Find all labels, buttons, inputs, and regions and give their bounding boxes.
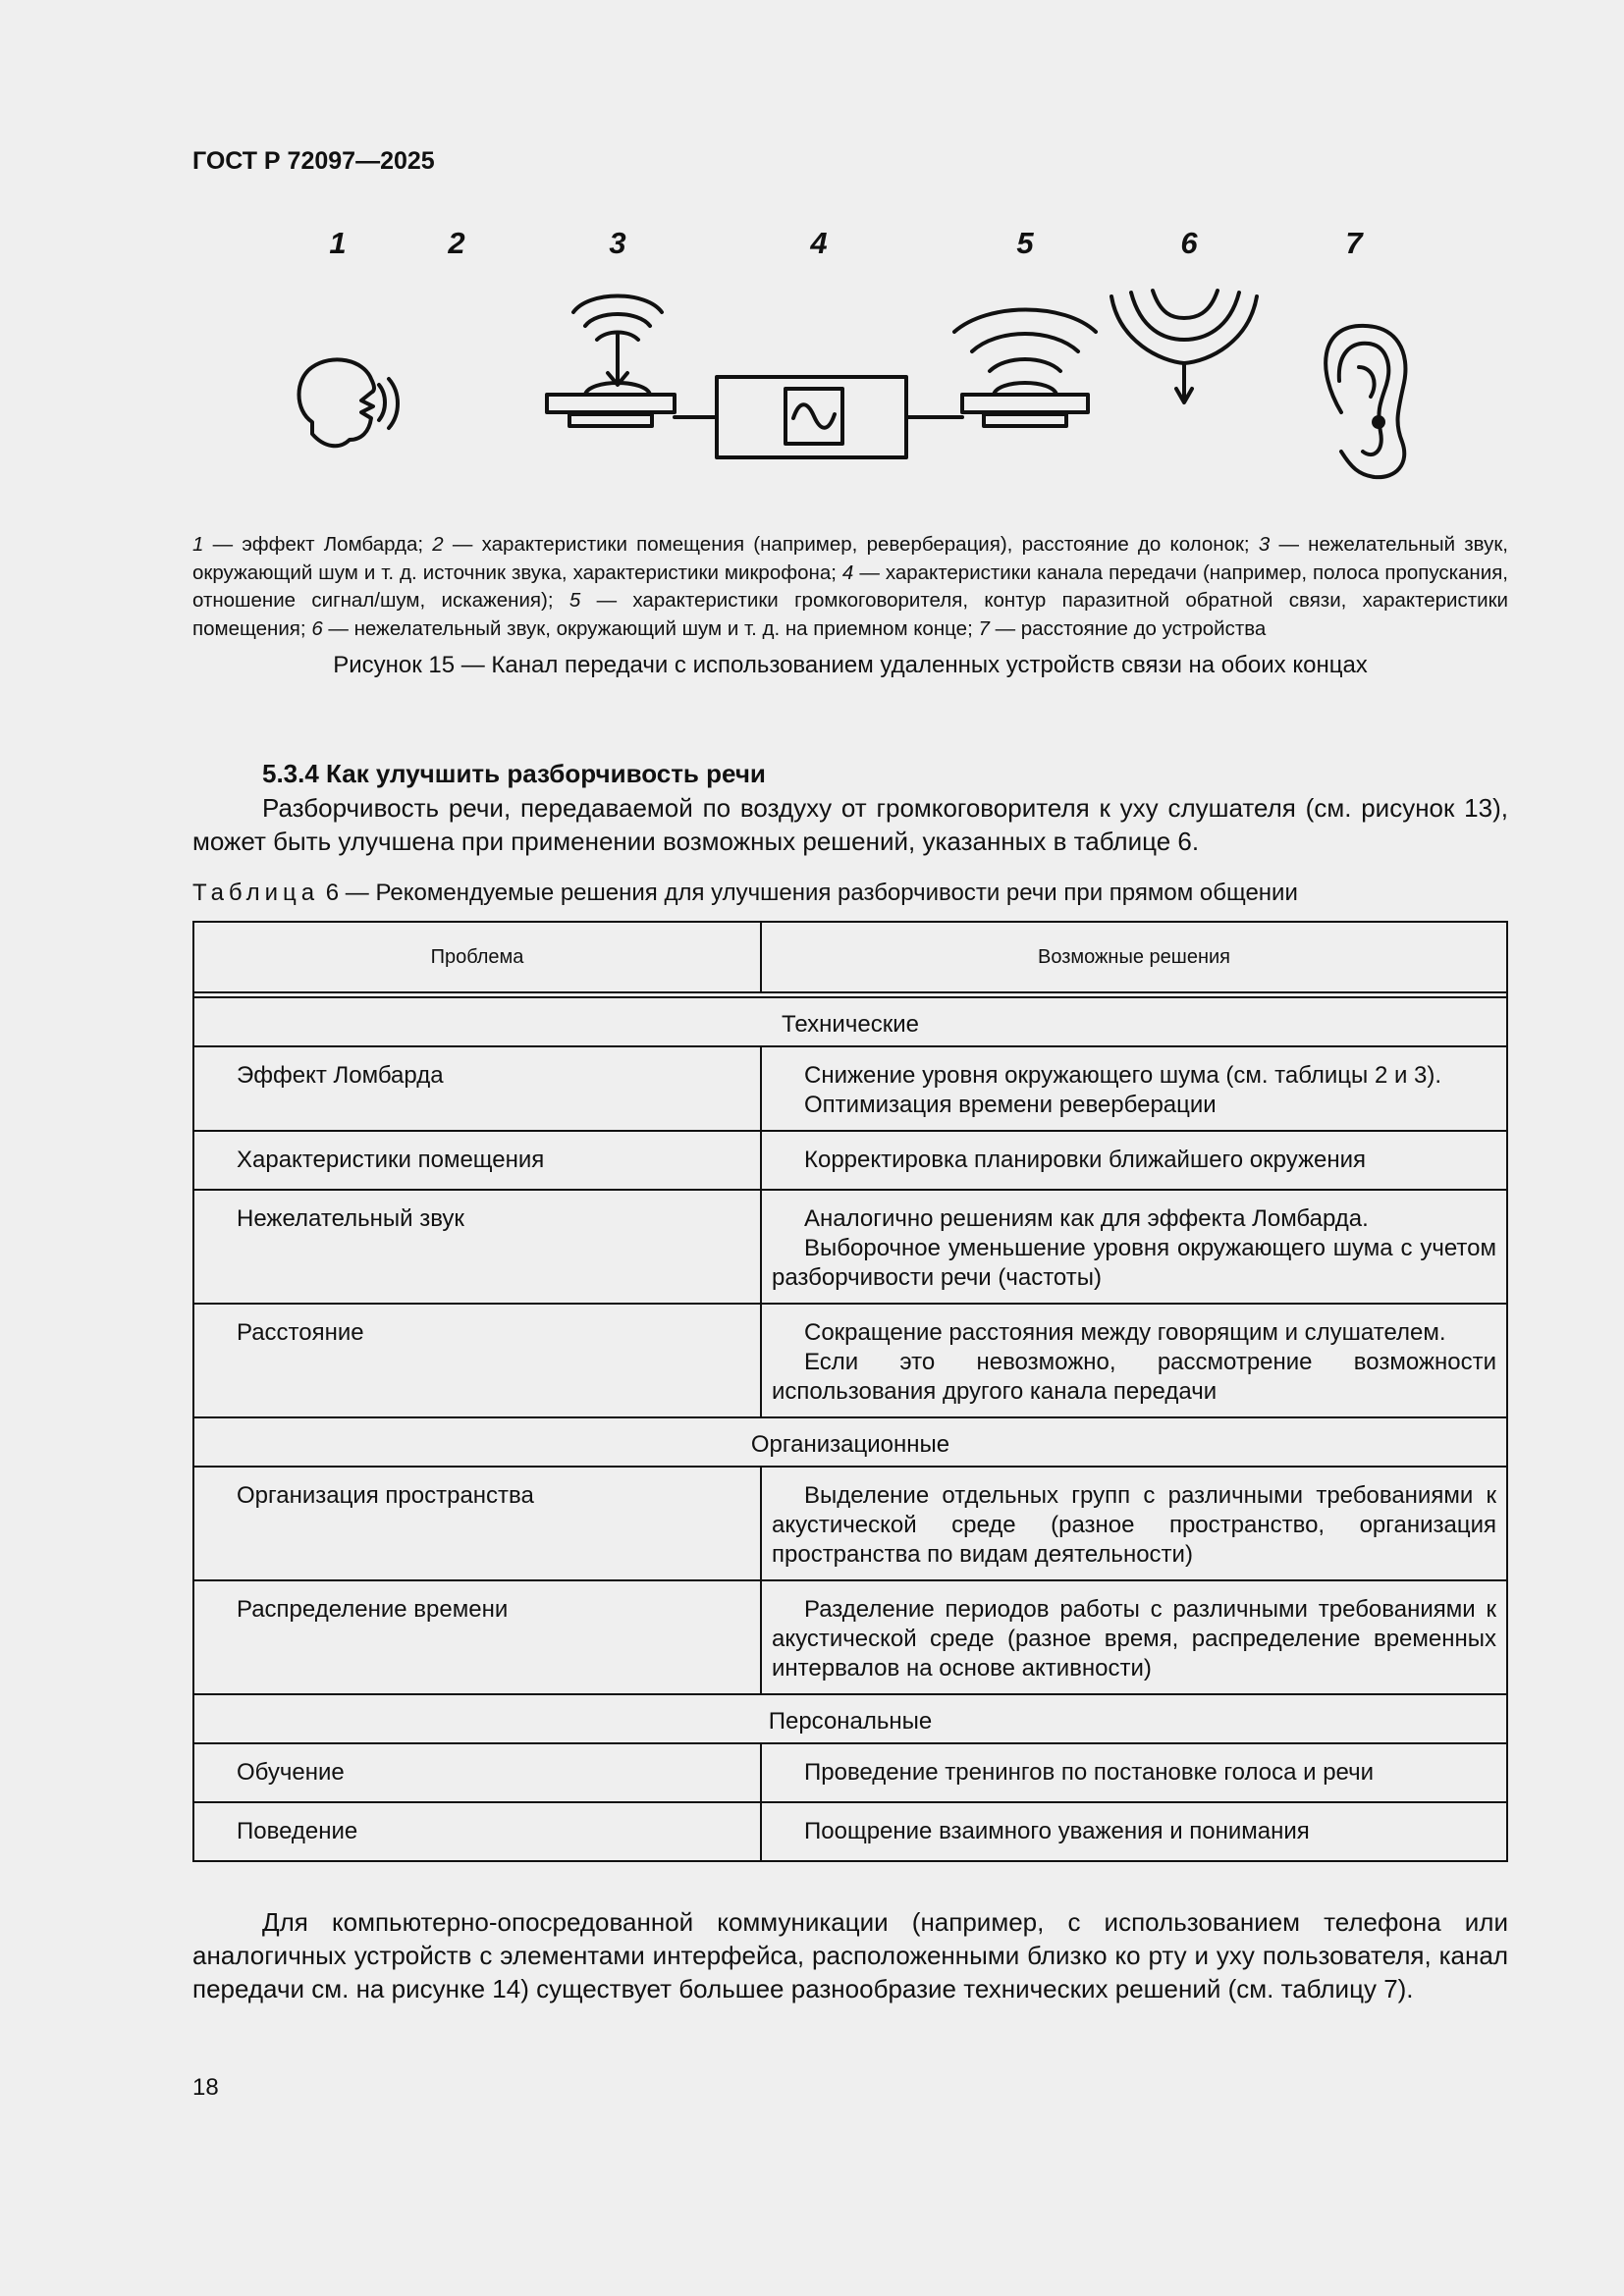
solution-cell	[761, 1046, 1507, 1131]
solution-line: Если это невозможно, рассмотрение возможности использования другого канала передачи	[772, 1349, 1496, 1405]
problem-cell: Распределение времени	[193, 1580, 761, 1694]
column-header-solution: Возможные решения	[761, 922, 1507, 992]
solution-line: Снижение уровня окружающего шума (см. таблицы 2 и 3).	[804, 1062, 1442, 1089]
table-row	[193, 1580, 1507, 1694]
table-title-text: 6 — Рекомендуемые решения для улучшения разборчивости речи при прямом общении	[319, 880, 1298, 906]
problem-cell: Эффект Ломбарда	[193, 1046, 761, 1131]
legend-text: — эффект Ломбарда;	[203, 533, 433, 556]
table-title-prefix: Таблица	[192, 880, 320, 906]
solution-line: Оптимизация времени реверберации	[804, 1092, 1217, 1118]
solution-line: Разделение периодов работы с различными требованиями к акустической среде (разное время, распределение временных интервалов на основе активности)	[772, 1596, 1496, 1682]
problem-cell: Обучение	[193, 1743, 761, 1802]
paragraph-text: Для компьютерно-опосредованной коммуникации (например, с использованием телефона или аналогичных устройств с элементами интерфейса, расположенными близко ко рту и уху пользователя, канал передачи см. на рисунке 14) существует большее разнообразие технических решений (см. таблицу 7).	[192, 1907, 1508, 2003]
solution-line: Поощрение взаимного уважения и понимания	[804, 1818, 1310, 1844]
figure-label-5: 5	[1016, 226, 1034, 260]
table-row	[193, 1046, 1507, 1131]
table-row	[193, 1190, 1507, 1304]
page-number: 18	[192, 2074, 219, 2101]
legend-text: — характеристики канала передачи (например, полоса пропускания, отношение сигнал/шум, искажения);	[192, 561, 1509, 612]
problem-cell: Поведение	[193, 1802, 761, 1861]
group-label: Организационные	[193, 1417, 1507, 1467]
solution-line: Корректировка планировки ближайшего окружения	[804, 1147, 1367, 1173]
figure-number-row	[0, 226, 1624, 265]
solution-cell	[761, 1467, 1507, 1580]
solution-cell	[761, 1304, 1507, 1417]
figure-label-3: 3	[609, 226, 626, 260]
figure-label-1: 1	[329, 226, 347, 260]
legend-text: — нежелательный звук, окружающий шум и т. д. источник звука, характеристики микрофона;	[192, 533, 1508, 584]
solution-cell	[761, 1743, 1507, 1802]
group-label: Персональные	[193, 1694, 1507, 1743]
group-row	[193, 1417, 1507, 1467]
figure-legend	[192, 531, 1508, 643]
solution-cell	[761, 1580, 1507, 1694]
table-row	[193, 1304, 1507, 1417]
problem-cell: Расстояние	[193, 1304, 761, 1417]
solution-cell	[761, 1131, 1507, 1190]
legend-num: 6	[311, 616, 323, 640]
transmission-channel-diagram	[0, 285, 1624, 510]
speaking-head-icon	[299, 359, 399, 446]
problem-cell: Характеристики помещения	[193, 1131, 761, 1190]
table-row	[193, 1743, 1507, 1802]
solution-line: Выделение отдельных групп с различными требованиями к акустической среде (разное пространство, организация пространства по видам деятельности)	[772, 1482, 1496, 1568]
solution-cell	[761, 1802, 1507, 1861]
solution-line: Сокращение расстояния между говорящим и слушателем.	[804, 1319, 1446, 1346]
legend-num: 4	[841, 561, 854, 584]
problem-cell: Организация пространства	[193, 1467, 761, 1580]
ear-icon	[1326, 326, 1405, 477]
legend-num: 5	[568, 589, 581, 612]
table-row	[193, 1131, 1507, 1190]
group-label: Технические	[193, 997, 1507, 1046]
sound-waves-icon	[1111, 291, 1257, 402]
table-header-row	[193, 922, 1507, 992]
closing-paragraph	[192, 1905, 1508, 2005]
solution-line: Аналогично решениям как для эффекта Ломбарда.	[804, 1205, 1369, 1232]
section-heading: 5.3.4 Как улучшить разборчивость речи	[262, 759, 766, 788]
legend-text: — нежелательный звук, окружающий шум и т. д. на приемном конце;	[322, 616, 979, 640]
column-header-problem: Проблема	[193, 922, 761, 992]
microphone-icon	[547, 296, 675, 427]
legend-num: 7	[978, 616, 990, 640]
figure-label-4: 4	[810, 226, 828, 260]
transmission-channel-icon	[717, 377, 906, 457]
table-title	[192, 880, 1298, 907]
problem-cell: Нежелательный звук	[193, 1190, 761, 1304]
table-row	[193, 1467, 1507, 1580]
table-row	[193, 1802, 1507, 1861]
figure-label-7: 7	[1345, 226, 1363, 260]
legend-text: — расстояние до устройства	[989, 616, 1267, 640]
legend-num: 1	[192, 533, 204, 556]
paragraph-text: Разборчивость речи, передаваемой по воздуху от громкоговорителя к уху слушателя (см. рисунок 13), может быть улучшена при применении возможных решений, указанных в таблице 6.	[192, 793, 1508, 856]
loudspeaker-icon	[954, 310, 1096, 427]
figure-caption: Рисунок 15 — Канал передачи с использованием удаленных устройств связи на обоих концах	[333, 652, 1368, 678]
figure-label-6: 6	[1180, 226, 1198, 260]
figure-label-2: 2	[448, 226, 465, 260]
legend-num: 3	[1258, 533, 1271, 556]
group-row	[193, 997, 1507, 1046]
document-header: ГОСТ Р 72097—2025	[192, 147, 435, 175]
solution-cell	[761, 1190, 1507, 1304]
legend-text: — характеристики помещения (например, реверберация), расстояние до колонок;	[443, 533, 1259, 556]
group-row	[193, 1694, 1507, 1743]
section-paragraph	[192, 791, 1508, 858]
solution-line: Выборочное уменьшение уровня окружающего шума с учетом разборчивости речи (частоты)	[772, 1235, 1496, 1291]
legend-num: 2	[432, 533, 444, 556]
legend-text: — характеристики громкоговорителя, контур паразитной обратной связи, характеристики помещения;	[192, 589, 1508, 640]
solution-line: Проведение тренингов по постановке голоса и речи	[804, 1759, 1374, 1786]
recommendations-table	[192, 921, 1508, 1862]
